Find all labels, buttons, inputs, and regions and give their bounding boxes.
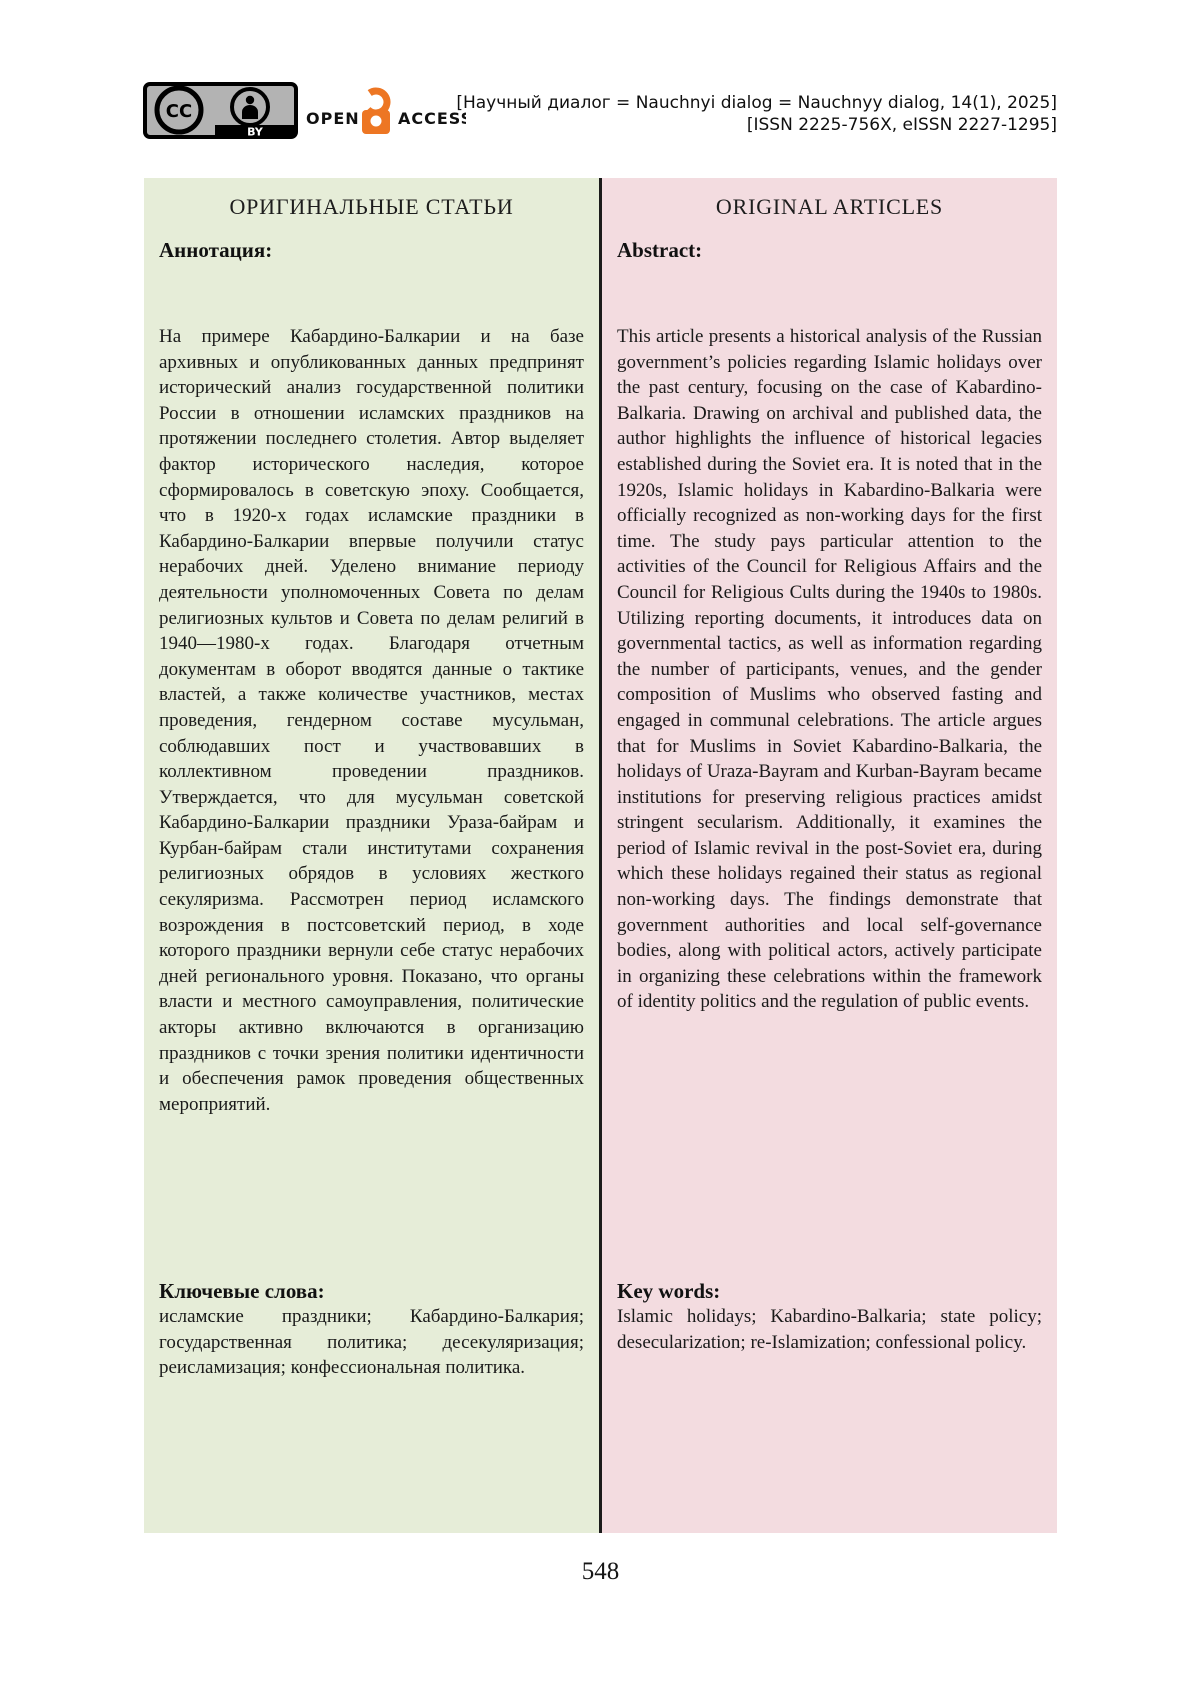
english-keywords-text: Islamic holidays; Kabardino-Balkaria; state policy; desecularization; re-Islamization; confessional policy. xyxy=(617,1306,1042,1353)
russian-panel xyxy=(144,178,599,1533)
abstract-columns xyxy=(144,178,1057,1533)
english-abstract-text: This article presents a historical analysis of the Russian government’s policies regarding Islamic holidays over the past century, focusing on the case of Kabardino-Balkaria. Drawing on archival and published data, the author highlights the influence of historical legacies established during the Soviet era. It is noted that in the 1920s, Islamic holidays in Kabardino-Balkaria were officially recognized as non-working days for the first time. The study pays particular attention to the activities of the Council for Religious Affairs and the Council for Religious Cults during the 1940s to 1980s. Utilizing reporting documents, it introduces data on governmental tactics, as well as information regarding the number of participants, venues, and the gender composition of Muslims who observed fasting and engaged in communal celebrations. The article argues that for Muslims in Soviet Kabardino-Balkaria, the holidays of Uraza-Bayram and Kurban-Bayram became institutions for preserving religious practices amidst stringent secularism. Additionally, it examines the period of Islamic revival in the post-Soviet era, during which these holidays regained their status as regional non-working days. The findings demonstrate that government authorities and local self-governance bodies, along with political actors, actively participate in organizing these celebrations within the framework of identity politics and the regulation of public events. xyxy=(617,326,1042,1013)
page-number: 548 xyxy=(581,1558,620,1585)
russian-abstract-text: На примере Кабардино-Балкарии и на базе архивных и опубликованных данных предпринят исторический анализ государственной политики России в отношении исламских праздников на протяжении последнего столетия. Автор выделяет фактор исторического наследия, которое сформировалось в советскую эпоху. Сообщается, что в 1920-х годах исламские праздники в Кабардино-Балкарии впервые получили статус нерабочих дней. Уделено внимание периоду деятельности уполномоченных Совета по делам религиозных культов и Совета по делам религий в 1940—1980-х годах. Благодаря отчетным документам в оборот вводятся данные о тактике властей, а также количестве участников, местах проведения, гендерном составе мусульман, соблюдавших пост и участвовавших в коллективном проведении праздников. Утверждается, что для мусульман советской Кабардино-Балкарии праздники Ураза-байрам и Курбан-байрам стали институтами сохранения религиозных обрядов в условиях жесткого секуляризма. Рассмотрен период исламского возрождения в постсоветский период, в ходе которого праздники вернули себе статус нерабочих дней регионального уровня. Показано, что органы власти и местного самоуправления, политические акторы активно включаются в организацию праздников с точки зрения политики идентичности и обеспечения рамок проведения общественных мероприятий. xyxy=(159,326,584,1115)
english-panel xyxy=(602,178,1057,1533)
cc-by-license-badge xyxy=(143,82,298,140)
russian-keywords-label: Ключевые слова: xyxy=(159,1279,325,1303)
access-word: ACCESS xyxy=(398,109,466,128)
person-icon xyxy=(232,89,268,125)
by-label: BY xyxy=(247,125,263,139)
open-word: OPEN xyxy=(306,109,360,128)
russian-abstract-label: Аннотация: xyxy=(159,238,273,262)
journal-reference-line1: [Научный диалог = Nauchnyi dialog = Nauchnyy dialog, 14(1), 2025] xyxy=(456,93,1057,113)
english-abstract-label: Abstract: xyxy=(617,238,703,262)
english-keywords-label: Key words: xyxy=(617,1279,721,1303)
cc-icon-label: CC xyxy=(165,101,193,122)
cc-by-badge-graphic xyxy=(143,82,298,140)
russian-keywords-text: исламские праздники; Кабардино-Балкария; государственная политика; десекуляризация; реисламизация; конфессиональная политика. xyxy=(159,1306,584,1379)
open-lock-icon xyxy=(361,87,392,134)
journal-reference-line2: [ISSN 2225-756X, eISSN 2227-1295] xyxy=(746,115,1057,135)
journal-reference xyxy=(400,92,1057,136)
english-section-header: ORIGINAL ARTICLES xyxy=(715,194,944,219)
russian-section-header: ОРИГИНАЛЬНЫЕ СТАТЬИ xyxy=(229,194,514,219)
